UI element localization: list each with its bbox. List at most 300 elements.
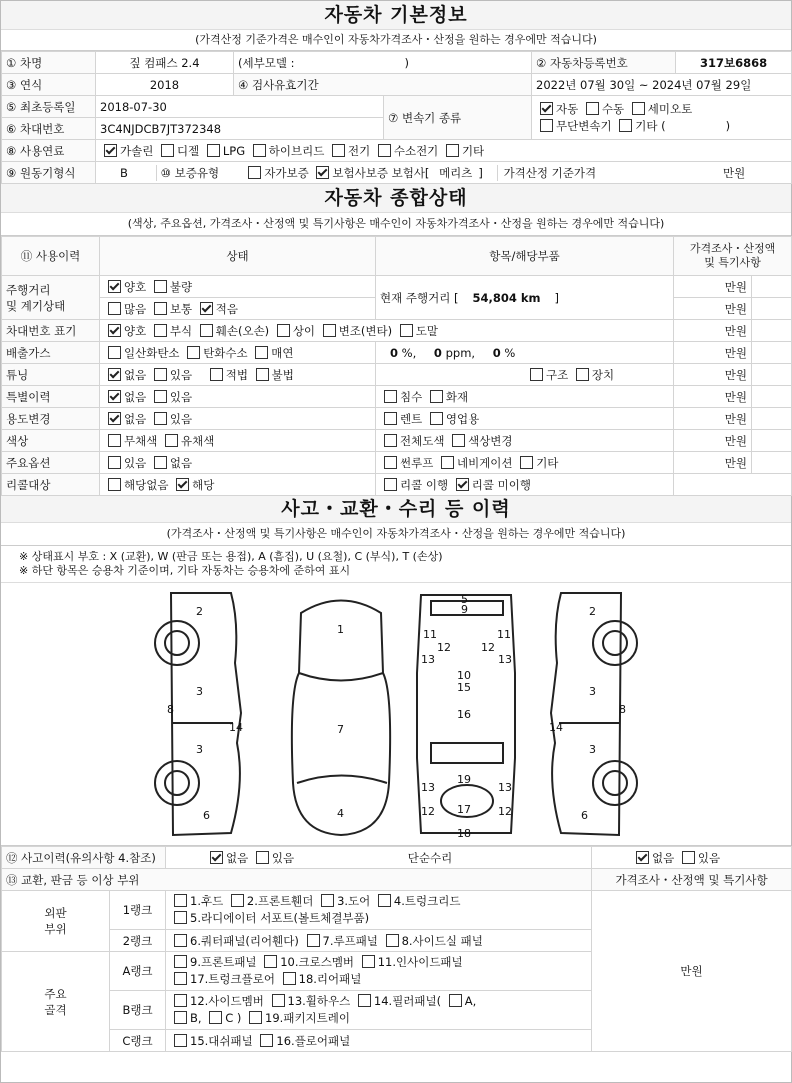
- floor-panel: [431, 743, 503, 763]
- fuel-gasoline-checkbox[interactable]: [104, 144, 117, 157]
- part-label: C ): [225, 1011, 242, 1025]
- note-cell: [752, 320, 792, 342]
- part-number: 3: [196, 743, 203, 756]
- part-number: 14: [549, 721, 563, 734]
- left-front-wheel: [155, 621, 199, 665]
- front-fender-checkbox[interactable]: [231, 894, 244, 907]
- simple-repair-options: [592, 847, 792, 869]
- insurer-close: ]: [478, 165, 483, 180]
- rank-c-label: C랭크: [110, 1030, 166, 1052]
- part-number: 13: [421, 781, 435, 794]
- tuning-device-checkbox[interactable]: [576, 368, 589, 381]
- fuel-hydrogen-checkbox[interactable]: [378, 144, 391, 157]
- history-none-checkbox[interactable]: [210, 851, 223, 864]
- history-options: [166, 847, 592, 869]
- part-label: 6.쿼터패널(리어휀다): [190, 933, 299, 948]
- part-number: 14: [229, 721, 243, 734]
- part-number: 6: [581, 809, 588, 822]
- recall-options: [100, 474, 376, 496]
- opt-label: 양호: [124, 279, 147, 294]
- part-label: 10.크로스멤버: [280, 955, 355, 969]
- options-other-checkbox[interactable]: [520, 456, 533, 469]
- part-label: 1.후드: [190, 894, 224, 908]
- motor-warranty-row: [96, 162, 792, 184]
- vin-painted-checkbox[interactable]: [400, 324, 413, 337]
- part-number: 18: [457, 827, 471, 840]
- front-panel-checkbox[interactable]: [174, 955, 187, 968]
- recall-done-checkbox[interactable]: [384, 478, 397, 491]
- opt-label: 무채색: [124, 433, 158, 448]
- color-change-checkbox[interactable]: [452, 434, 465, 447]
- reg-no-label: ② 자동차등록번호: [532, 52, 676, 74]
- opt-label: 불법: [271, 367, 294, 382]
- opt-label: 있음: [169, 411, 193, 426]
- usage-yes-checkbox[interactable]: [154, 412, 167, 425]
- unit: 만원: [674, 430, 752, 452]
- package-tray-checkbox[interactable]: [249, 1011, 262, 1024]
- status-subtitle: (색상, 주요옵션, 가격조사・산정액 및 특기사항은 매수인이 자동차가격조사・산정을 원하는 경우에만 적습니다): [1, 213, 791, 236]
- history-yes-checkbox[interactable]: [256, 851, 269, 864]
- fuel-opt-label: 전기: [347, 143, 371, 158]
- opt-label: 도말: [415, 323, 438, 338]
- opt-label: 일산화탄소: [124, 345, 180, 360]
- year: 2018: [96, 74, 234, 96]
- status-table: [1, 236, 792, 496]
- fuel-diesel-checkbox[interactable]: [161, 144, 174, 157]
- note-cell: [752, 342, 792, 364]
- trans-semi-checkbox[interactable]: [632, 102, 645, 115]
- part-label: 17.트렁크플로어: [190, 972, 275, 986]
- warranty-self-checkbox[interactable]: [248, 166, 261, 179]
- accident-title: 사고・교환・수리 등 이력: [1, 496, 791, 523]
- unit: 만원: [674, 342, 752, 364]
- year-label: ③ 연식: [2, 74, 96, 96]
- roof-panel-checkbox[interactable]: [307, 934, 320, 947]
- vin: 3C4NJDCB7JT372348: [96, 118, 384, 140]
- chromatic-checkbox[interactable]: [165, 434, 178, 447]
- opt-label: 탄화수소: [203, 345, 248, 360]
- emission-value: 0: [390, 345, 399, 360]
- right-rear-hub: [603, 771, 627, 795]
- opt-label: 보통: [169, 301, 193, 316]
- car-diagram-svg: [1, 583, 791, 845]
- unit: 만원: [674, 276, 752, 298]
- part-number: 12: [498, 805, 512, 818]
- special-none-checkbox[interactable]: [108, 390, 121, 403]
- right-rear-wheel: [593, 761, 637, 805]
- motor-label: ⑨ 원동기형식: [2, 162, 96, 184]
- mileage-current: [376, 276, 674, 320]
- emission-value: 0: [492, 345, 501, 360]
- simple-none-checkbox[interactable]: [636, 851, 649, 864]
- price-label: 가격산정 기준가격: [497, 165, 652, 181]
- part-number: 8: [167, 703, 174, 716]
- emission-label: 배출가스: [2, 342, 100, 364]
- emission-unit: ppm,: [445, 345, 476, 360]
- part-number: 5: [461, 593, 468, 606]
- inspection-label: ④ 검사유효기간: [234, 74, 532, 96]
- right-side-body: [551, 593, 621, 835]
- side-member-checkbox[interactable]: [174, 994, 187, 1007]
- car-name: 짚 컴패스 2.4: [96, 52, 234, 74]
- vin-mark-options: [100, 320, 674, 342]
- mileage-low-checkbox[interactable]: [200, 302, 213, 315]
- note-cell: [674, 474, 792, 496]
- left-rear-hub: [165, 771, 189, 795]
- part-label: B,: [190, 1011, 202, 1025]
- wheel-house-checkbox[interactable]: [272, 994, 285, 1007]
- pillar-b-checkbox[interactable]: [174, 1011, 187, 1024]
- trans-opt-label: 기타 (: [635, 118, 666, 133]
- inside-panel-checkbox[interactable]: [362, 955, 375, 968]
- part-number: 11: [497, 628, 511, 641]
- trans-cvt-checkbox[interactable]: [540, 119, 553, 132]
- trans-label: ⑦ 변속기 종류: [384, 96, 532, 140]
- unit: 만원: [674, 364, 752, 386]
- exchange-price-label: 가격조사・산정액 및 특기사항: [592, 869, 792, 891]
- basic-info-subtitle: (가격산정 기준가격은 매수인이 자동차가격조사・산정을 원하는 경우에만 적습니다): [1, 30, 791, 51]
- part-number: 13: [498, 653, 512, 666]
- special-yes-checkbox[interactable]: [154, 390, 167, 403]
- car-name-label: ① 차명: [2, 52, 96, 74]
- simple-repair-label: 단순수리: [407, 850, 453, 865]
- detail-model-close: ): [404, 55, 409, 70]
- gauge-good-checkbox[interactable]: [108, 280, 121, 293]
- opt-label: 적음: [215, 301, 238, 316]
- rent-checkbox[interactable]: [384, 412, 397, 425]
- rank-1-label: 1랭크: [110, 891, 166, 930]
- cross-member-checkbox[interactable]: [264, 955, 277, 968]
- hood-checkbox[interactable]: [174, 894, 187, 907]
- part-number: 13: [498, 781, 512, 794]
- legend-note-2: ※ 하단 항목은 승용차 기준이며, 기타 자동차는 승용차에 준하여 표시: [19, 564, 351, 577]
- unit: 만원: [674, 452, 752, 474]
- opt-label: 양호: [124, 323, 147, 338]
- usage-options-2: [376, 408, 674, 430]
- trunk-lid-checkbox[interactable]: [378, 894, 391, 907]
- fuel-opt-label: 기타: [461, 143, 485, 158]
- vin-rust-checkbox[interactable]: [154, 324, 167, 337]
- part-label: 18.리어패널: [298, 972, 362, 986]
- opt-label: 리콜 미이행: [471, 477, 531, 492]
- right-front-hub: [603, 631, 627, 655]
- opt-label: 없음: [169, 455, 193, 470]
- gauge-bad-checkbox[interactable]: [154, 280, 167, 293]
- outer-label-2: 부위: [44, 922, 67, 936]
- part-number: 15: [457, 681, 471, 694]
- main-label-2: 골격: [44, 1002, 67, 1017]
- opt-label: 리콜 이행: [400, 477, 449, 492]
- part-number: 1: [337, 623, 344, 636]
- rank-1-items: [166, 891, 592, 930]
- opt-label: 부식: [169, 323, 193, 338]
- opt-label: 없음: [226, 850, 249, 865]
- trans-other-checkbox[interactable]: [619, 119, 632, 132]
- opt-label: 많음: [124, 301, 147, 316]
- recall-none-checkbox[interactable]: [108, 478, 121, 491]
- part-label: 12.사이드멤버: [190, 994, 264, 1008]
- h-history: ⑪ 사용이력: [2, 237, 100, 276]
- emission-unit: %: [504, 345, 516, 360]
- warranty-opt-label: 자가보증: [264, 165, 309, 180]
- flood-checkbox[interactable]: [384, 390, 397, 403]
- part-number: 13: [421, 653, 435, 666]
- quarter-panel-checkbox[interactable]: [174, 934, 187, 947]
- opt-label: 있음: [271, 850, 295, 865]
- rank-b-items: [166, 991, 592, 1030]
- left-rear-wheel: [155, 761, 199, 805]
- outer-panel-label: [2, 891, 110, 952]
- part-label: 13.휠하우스: [287, 994, 351, 1008]
- part-number: 2: [196, 605, 203, 618]
- tuning-label: 튜닝: [2, 364, 100, 386]
- rear-panel-checkbox[interactable]: [283, 972, 296, 985]
- tuning-options: [100, 364, 376, 386]
- achromatic-checkbox[interactable]: [108, 434, 121, 447]
- trunk-floor-checkbox[interactable]: [174, 972, 187, 985]
- part-number: 9: [461, 603, 468, 616]
- part-label: 3.도어: [337, 894, 371, 908]
- warranty-insurer-checkbox[interactable]: [316, 166, 329, 179]
- unit: 만원: [674, 408, 752, 430]
- opt-label: 썬루프: [400, 455, 434, 470]
- fuel-other-checkbox[interactable]: [446, 144, 459, 157]
- fuel-opt-label: 하이브리드: [268, 143, 325, 158]
- opt-label: 상이: [292, 323, 316, 338]
- part-label: A,: [464, 994, 477, 1008]
- opt-label: 적법: [225, 367, 248, 382]
- first-reg: 2018-07-30: [96, 96, 384, 118]
- fuel-hybrid-checkbox[interactable]: [253, 144, 266, 157]
- accident-subtitle: (가격조사・산정액 및 특기사항은 매수인이 자동차가격조사・산정을 원하는 경우에만 적습니다): [1, 523, 791, 546]
- part-number: 17: [457, 803, 471, 816]
- opt-label: 매연: [271, 345, 294, 360]
- emission-hc-checkbox[interactable]: [187, 346, 200, 359]
- note-cell: [752, 430, 792, 452]
- tuning-yes-checkbox[interactable]: [154, 368, 167, 381]
- part-label: 14.필러패널(: [373, 994, 442, 1008]
- part-number: 19: [457, 773, 471, 786]
- warranty-label: ⑩ 보증유형: [156, 165, 241, 181]
- vin-mark-label: 차대번호 표기: [2, 320, 100, 342]
- part-label: 5.라디에이터 서포트(볼트체결부품): [190, 911, 370, 925]
- trans-manual-checkbox[interactable]: [586, 102, 599, 115]
- special-options: [100, 386, 376, 408]
- fuel-opt-label: 수소전기: [393, 143, 439, 158]
- door-checkbox[interactable]: [321, 894, 334, 907]
- main-frame-label: [2, 952, 110, 1052]
- recall-not-done-checkbox[interactable]: [456, 478, 469, 491]
- tuning-structure-checkbox[interactable]: [530, 368, 543, 381]
- recall-label: 리콜대상: [2, 474, 100, 496]
- detail-model: [234, 52, 532, 74]
- sunroof-checkbox[interactable]: [384, 456, 397, 469]
- part-number: 2: [589, 605, 596, 618]
- pillar-panel-checkbox[interactable]: [358, 994, 371, 1007]
- opt-label: 없음: [124, 389, 147, 404]
- h-price: [674, 237, 792, 276]
- part-number: 8: [619, 703, 626, 716]
- recall-yes-checkbox[interactable]: [176, 478, 189, 491]
- mileage-label-2: 및 계기상태: [6, 298, 66, 313]
- options-label: 주요옵션: [2, 452, 100, 474]
- basic-info-table: [1, 51, 792, 184]
- recall-options-2: [376, 474, 674, 496]
- h-item: 항목/해당부품: [376, 237, 674, 276]
- unit: 만원: [674, 320, 752, 342]
- note-cell: [752, 452, 792, 474]
- part-number: 10: [457, 669, 471, 682]
- history-label: ⑫ 사고이력(유의사항 4.참조): [2, 847, 166, 869]
- side-sill-checkbox[interactable]: [386, 934, 399, 947]
- accident-table: [1, 846, 792, 1052]
- color-label: 색상: [2, 430, 100, 452]
- h-price-line1: 가격조사・산정액: [689, 242, 776, 255]
- unit: 만원: [674, 386, 752, 408]
- opt-label: 해당없음: [124, 477, 169, 492]
- options-yes-checkbox[interactable]: [108, 456, 121, 469]
- inspection-period: 2022년 07월 30일 ~ 2024년 07월 29일: [532, 74, 792, 96]
- note-cell: [752, 276, 792, 298]
- part-number: 11: [423, 628, 437, 641]
- opt-label: 있음: [169, 389, 193, 404]
- dash-panel-checkbox[interactable]: [174, 1034, 187, 1047]
- note-cell: [752, 408, 792, 430]
- rank-2-items: [166, 930, 592, 952]
- opt-label: 없음: [124, 411, 147, 426]
- mileage-high-checkbox[interactable]: [108, 302, 121, 315]
- left-side-body: [171, 593, 241, 835]
- emission-co-checkbox[interactable]: [108, 346, 121, 359]
- fuel-lpg-checkbox[interactable]: [207, 144, 220, 157]
- part-number: 12: [481, 641, 495, 654]
- part-number: 12: [421, 805, 435, 818]
- opt-label: 화재: [445, 389, 469, 404]
- opt-label: 장치: [591, 367, 615, 382]
- opt-label: 없음: [652, 850, 675, 865]
- emission-smoke-checkbox[interactable]: [255, 346, 268, 359]
- rank-b-label: B랭크: [110, 991, 166, 1030]
- fuel-electric-checkbox[interactable]: [332, 144, 345, 157]
- special-label: 특별이력: [2, 386, 100, 408]
- mileage-options: [100, 298, 376, 320]
- rank-2-label: 2랭크: [110, 930, 166, 952]
- opt-label: 네비게이션: [456, 455, 513, 470]
- unit: 만원: [674, 298, 752, 320]
- business-checkbox[interactable]: [430, 412, 443, 425]
- windshield-line: [299, 673, 383, 681]
- rear-window-line: [297, 776, 387, 784]
- radiator-support-checkbox[interactable]: [174, 911, 187, 924]
- mileage-close: ]: [554, 290, 559, 305]
- part-label: 9.프론트패널: [190, 955, 257, 969]
- part-label: 2.프론트휀더: [246, 894, 314, 908]
- emission-unit: %,: [401, 345, 417, 360]
- tuning-none-checkbox[interactable]: [108, 368, 121, 381]
- trans-opt-label: 세미오토: [647, 101, 693, 116]
- floor-panel-checkbox[interactable]: [260, 1034, 273, 1047]
- part-number: 3: [196, 685, 203, 698]
- mileage-text: 현재 주행거리 [: [380, 290, 459, 305]
- part-number: 6: [203, 809, 210, 822]
- vin-damage-checkbox[interactable]: [200, 324, 213, 337]
- car-diagram: [1, 583, 791, 846]
- part-label: 11.인사이드패널: [377, 955, 463, 969]
- insurer-name: 메리츠: [439, 165, 473, 180]
- gauge-options: [100, 276, 376, 298]
- special-options-2: [376, 386, 674, 408]
- pillar-a-checkbox[interactable]: [449, 994, 462, 1007]
- vin-good-checkbox[interactable]: [108, 324, 121, 337]
- trans-auto-checkbox[interactable]: [540, 102, 553, 115]
- emission-options: [100, 342, 376, 364]
- emission-values: [376, 342, 674, 364]
- left-front-hub: [165, 631, 189, 655]
- mileage-value: 54,804 km: [472, 290, 541, 305]
- fuel-opt-label: 가솔린: [120, 143, 154, 158]
- legend-notes: [1, 546, 791, 583]
- opt-label: 구조: [546, 367, 569, 382]
- opt-label: 유채색: [180, 433, 215, 448]
- color-options: [100, 430, 376, 452]
- navigation-checkbox[interactable]: [441, 456, 454, 469]
- rank-a-items: [166, 952, 592, 991]
- tuning-options-2: [376, 364, 674, 386]
- vin-label: ⑥ 차대번호: [2, 118, 96, 140]
- fire-checkbox[interactable]: [430, 390, 443, 403]
- fuel-opt-label: 디젤: [176, 143, 200, 158]
- opt-label: 기타: [536, 455, 559, 470]
- vin-altered-checkbox[interactable]: [323, 324, 336, 337]
- part-label: 7.루프패널: [322, 933, 378, 948]
- vin-diff-checkbox[interactable]: [277, 324, 290, 337]
- main-label-1: 주요: [44, 986, 67, 1001]
- status-title: 자동차 종합상태: [1, 184, 791, 213]
- options-no-checkbox[interactable]: [154, 456, 167, 469]
- first-reg-label: ⑤ 최초등록일: [2, 96, 96, 118]
- tuning-illegal-checkbox[interactable]: [256, 368, 269, 381]
- right-front-wheel: [593, 621, 637, 665]
- opt-label: 전체도색: [400, 433, 445, 448]
- detail-model-label: (세부모델 :: [238, 55, 295, 70]
- reg-no: 317보6868: [676, 52, 792, 74]
- part-label: 15.대쉬패널: [190, 1033, 253, 1048]
- color-options-2: [376, 430, 674, 452]
- usage-none-checkbox[interactable]: [108, 412, 121, 425]
- pillar-c-checkbox[interactable]: [209, 1011, 222, 1024]
- opt-label: 해당: [192, 477, 215, 492]
- part-label: 4.트렁크리드: [393, 894, 461, 908]
- trans-opt-label: 무단변속기: [556, 118, 612, 133]
- full-paint-checkbox[interactable]: [384, 434, 397, 447]
- part-label: 16.플로어패널: [276, 1033, 351, 1048]
- tuning-legal-checkbox[interactable]: [210, 368, 223, 381]
- opt-label: 불량: [169, 279, 193, 294]
- opt-label: 있음: [124, 455, 147, 470]
- mileage-normal-checkbox[interactable]: [154, 302, 167, 315]
- trans-opt-label: 자동: [556, 101, 579, 116]
- opt-label: 변조(변타): [338, 323, 393, 338]
- h-state: 상태: [100, 237, 376, 276]
- part-number: 4: [337, 807, 344, 820]
- emission-value: 0: [433, 345, 442, 360]
- options-options: [100, 452, 376, 474]
- simple-yes-checkbox[interactable]: [682, 851, 695, 864]
- motor-type: B: [120, 165, 128, 180]
- fuel-label: ⑧ 사용연료: [2, 140, 96, 162]
- legend-note-1: ※ 상태표시 부호 : X (교환), W (판금 또는 용접), A (흠집), U (요철), C (부식), T (손상): [19, 550, 443, 563]
- part-number: 12: [437, 641, 451, 654]
